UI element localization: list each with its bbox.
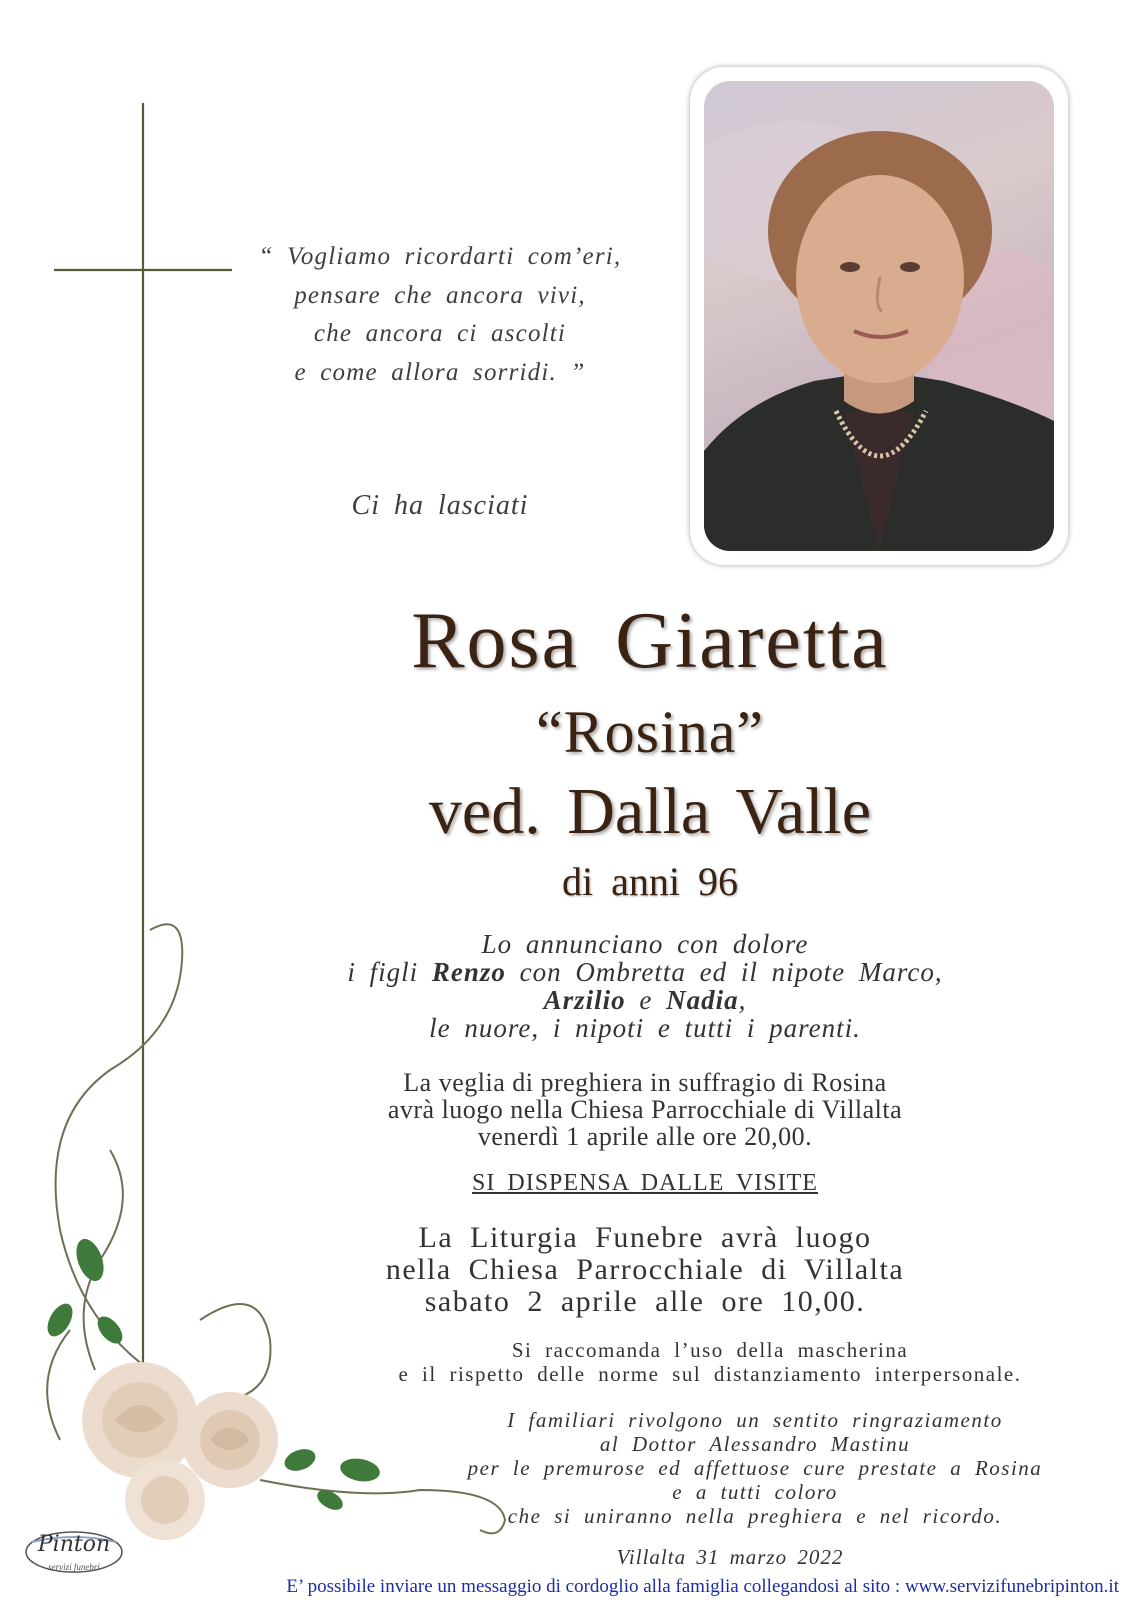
thanks-line: e a tutti coloro	[672, 1480, 838, 1504]
vigil-line: venerdì 1 aprile alle ore 20,00.	[477, 1122, 813, 1151]
liturgy-line: La Liturgia Funebre avrà luogo	[418, 1221, 872, 1254]
intro-text: Ci ha lasciati	[351, 490, 529, 521]
quote-line: pensare che ancora vivi,	[294, 281, 586, 309]
vigil-line: avrà luogo nella Chiesa Parrocchiale di Villalta	[387, 1095, 903, 1124]
portrait-frame	[690, 67, 1068, 565]
thanks-line: I familiari rivolgono un sentito ringraziamento	[507, 1408, 1003, 1432]
no-visits-notice: SI DISPENSA DALLE VISITE	[472, 1170, 818, 1196]
logo-tagline: servizi funebri	[48, 1562, 100, 1572]
name-nadia: Nadia	[666, 985, 739, 1015]
quote-line: “ Vogliamo ricordarti com’eri,	[258, 243, 622, 270]
vigil-line: La veglia di preghiera in suffragio di Rosina	[403, 1068, 887, 1097]
liturgy-line: sabato 2 aprile alle ore 10,00.	[424, 1285, 866, 1318]
quote-line: e come allora sorridi. ”	[294, 358, 586, 386]
deceased-nickname: “Rosina”	[536, 699, 764, 765]
roses-decoration-icon	[0, 900, 520, 1580]
footer-text: E’ possibile inviare un messaggio di cordoglio alla famiglia collegandosi al sito : www.servizifunebripinton.it	[286, 1576, 1119, 1597]
portrait-photo	[704, 81, 1054, 551]
quote-line: che ancora ci ascolti	[313, 320, 567, 347]
name-renzo: Renzo	[431, 957, 506, 987]
widow-of: ved. Dalla Valle	[428, 775, 872, 848]
thanks-line: che si uniranno nella preghiera e nel ricordo.	[507, 1504, 1003, 1528]
footer-link[interactable]	[0, 1576, 1131, 1600]
liturgy-line: nella Chiesa Parrocchiale di Villalta	[385, 1253, 905, 1286]
text-span: i figli	[347, 957, 432, 987]
thanks-line: per le premurose ed affettuose cure prestate a Rosina	[467, 1456, 1043, 1480]
mask-line: Si raccomanda l’uso della mascherina	[511, 1338, 909, 1362]
mask-line: e il rispetto delle norme sul distanziamento interpersonale.	[398, 1362, 1022, 1386]
announcement-line: Lo annunciano con dolore	[481, 929, 809, 959]
text-span: ,	[738, 985, 747, 1015]
thanks-line: al Dottor Alessandro Mastinu	[599, 1432, 911, 1456]
place-date: Villalta 31 marzo 2022	[616, 1545, 844, 1569]
logo-name: Pinton	[37, 1532, 111, 1557]
deceased-age: di anni 96	[562, 859, 738, 904]
text-span: con Ombretta ed il nipote Marco,	[505, 957, 943, 987]
name-arzilio: Arzilio	[543, 985, 626, 1015]
deceased-name: Rosa Giaretta	[411, 597, 889, 685]
pinton-logo	[22, 1528, 126, 1580]
memorial-quote	[200, 238, 680, 392]
announcement-line: le nuore, i nipoti e tutti i parenti.	[429, 1013, 861, 1043]
text-span: e	[625, 985, 667, 1015]
